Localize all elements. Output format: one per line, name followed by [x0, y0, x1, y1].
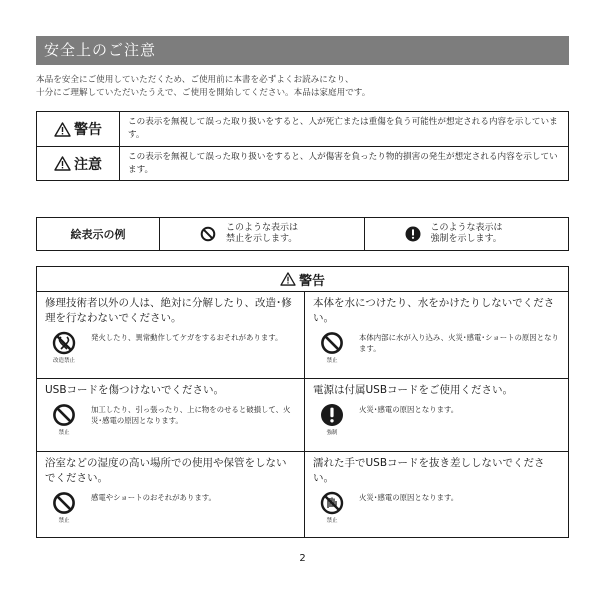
- icon-label: 禁止: [58, 518, 70, 524]
- prohibition-icon: [200, 226, 216, 242]
- icon-label: 禁止: [326, 358, 338, 364]
- legend-label-caution: [37, 147, 120, 180]
- example-mandatory: [364, 218, 569, 250]
- icon-label: 禁止: [58, 430, 70, 436]
- prohibition-icon: [320, 331, 344, 355]
- example-prohibit: [160, 218, 364, 250]
- warning-item-desc: 感電やショートのおそれがあります。: [91, 493, 216, 502]
- legend-row-caution: [37, 146, 568, 180]
- mandatory-icon: [405, 226, 421, 242]
- warning-item-title: 浴室などの湿度の高い場所での使用や保管をしないでください。: [45, 457, 287, 484]
- no-disassembly-icon: [52, 331, 76, 355]
- intro-line: 十分にご理解していただいたうえで、ご使用を開始してください。本品は家庭用です。: [36, 88, 371, 98]
- warning-triangle-icon: [280, 272, 296, 286]
- legend-label-text: 注意: [74, 156, 102, 173]
- icon-label: 強制: [326, 430, 338, 436]
- warning-item-desc: 火災･感電の原因となります。: [359, 493, 459, 502]
- example-text-line: 禁止を示します。: [226, 234, 298, 244]
- caution-triangle-icon: [54, 156, 71, 171]
- prohibition-icon: [52, 403, 76, 427]
- legend-label-warning: [37, 112, 120, 146]
- example-mandatory-text: [431, 223, 503, 245]
- warning-item-desc: 火災･感電の原因となります。: [359, 405, 459, 414]
- warning-item-disassembly: [37, 292, 305, 379]
- warning-item-wet-hands: [305, 452, 568, 537]
- warning-item-title: 修理技術者以外の人は、絶対に分解したり、改造･修理を行なわないでください。: [45, 297, 292, 324]
- example-text-line: このような表示は: [226, 223, 299, 233]
- prohibition-icon: [52, 491, 76, 515]
- warning-item-usb-cord-damage: [37, 379, 305, 452]
- section-title: 安全上のご注意: [36, 36, 569, 65]
- warning-item-desc: 発火したり、異常動作してケガをするおそれがあります。: [91, 333, 283, 342]
- warning-item-title: USBコードを傷つけないでください。: [45, 384, 225, 396]
- icon-label: 禁止: [326, 518, 338, 524]
- legend-row-warning: [37, 112, 568, 146]
- warning-header-text: 警告: [298, 273, 325, 289]
- symbol-examples: [36, 217, 569, 251]
- warning-item-desc: 本体内部に水が入り込み、火災･感電･ショートの原因となります。: [359, 333, 559, 353]
- no-wet-hands-icon: [320, 491, 344, 515]
- warning-item-desc: 加工したり、引っ張ったり、上に物をのせると破損して、火災･感電の原因となります。: [91, 405, 291, 425]
- warning-item-title: 本体を水につけたり、水をかけたりしないでください。: [313, 297, 555, 324]
- warning-item-power-source: [305, 379, 568, 452]
- warning-item-humidity: [37, 452, 305, 537]
- warning-triangle-icon: [54, 122, 71, 137]
- mandatory-icon: [320, 403, 344, 427]
- intro-text: [36, 74, 569, 100]
- legend-label-text: 警告: [74, 122, 102, 138]
- example-prohibit-text: [226, 223, 298, 245]
- example-text-line: このような表示は: [430, 223, 503, 233]
- warning-item-water: [305, 292, 568, 379]
- legend-text-caution: この表示を無視して誤った取り扱いをすると、人が傷害を負ったり物的損害の発生が想定される内容を示しています。: [128, 151, 558, 175]
- intro-line: 本品を安全にご使用していただくため、ご使用前に本書を必ずよくお読みになり、: [36, 75, 354, 85]
- examples-label: 絵表示の例: [37, 218, 160, 250]
- warning-header: [37, 267, 568, 292]
- icon-label: 改造禁止: [52, 358, 75, 364]
- warning-item-title: 濡れた手でUSBコードを抜き差ししないでください。: [313, 457, 545, 484]
- severity-legend: [36, 111, 569, 181]
- warning-item-title: 電源は付属USBコードをご使用ください。: [313, 384, 514, 396]
- page-number: 2: [299, 553, 306, 564]
- warning-section: [36, 266, 569, 538]
- legend-text-warning: この表示を無視して誤った取り扱いをすると、人が死亡または重傷を負う可能性が想定される内容を示しています。: [128, 117, 558, 140]
- example-text-line: 強制を示します。: [430, 234, 502, 244]
